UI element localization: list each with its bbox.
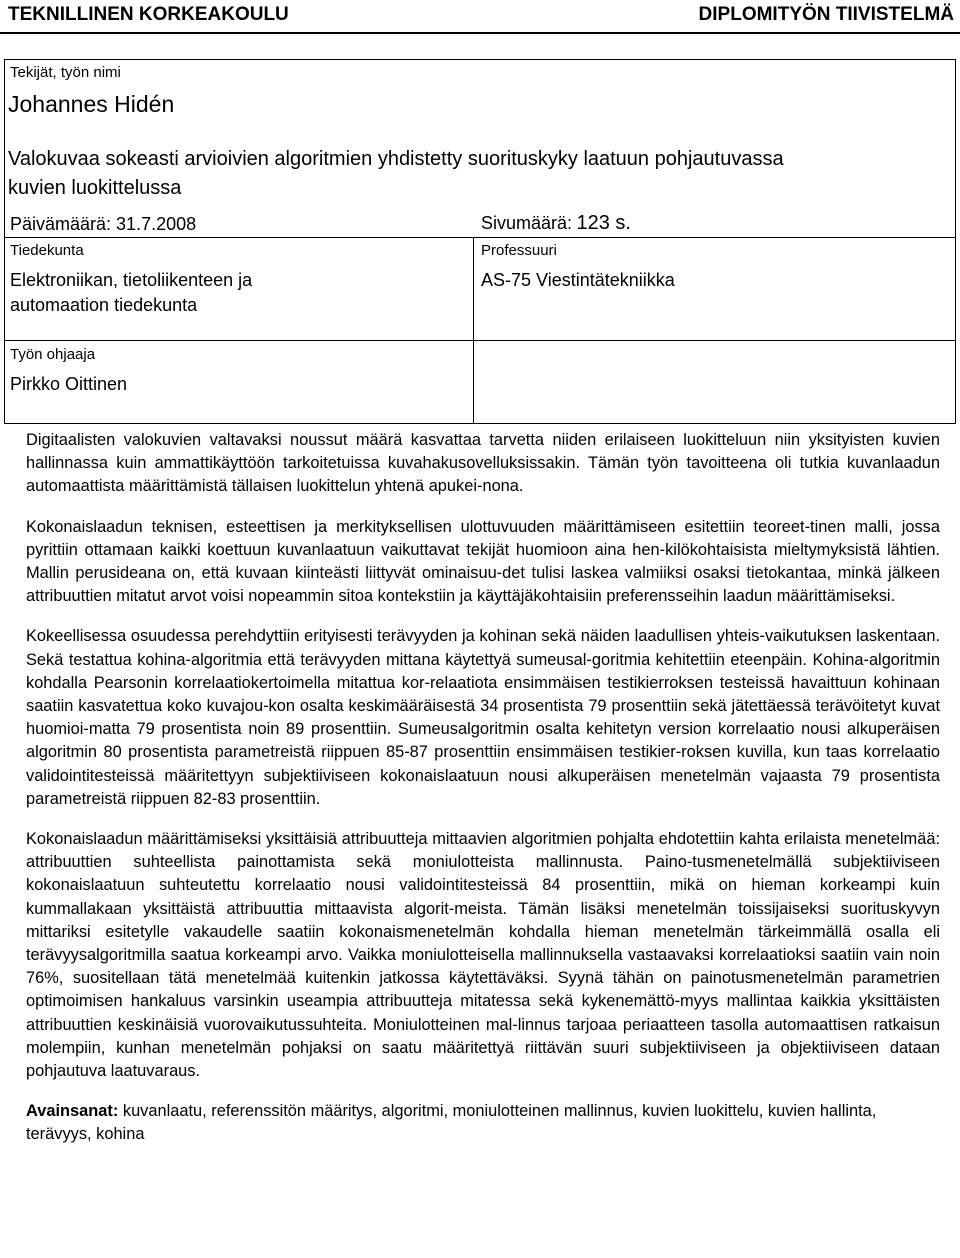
supervisor-row-top-border xyxy=(4,340,956,341)
professorship-name: AS-75 Viestintätekniikka xyxy=(481,270,675,290)
faculty-name-line-1: Elektroniikan, tietoliikenteen ja xyxy=(10,270,253,290)
box-top-border xyxy=(4,59,956,60)
page-count-value: 123 s. xyxy=(576,212,631,234)
supervisor-label: Työn ohjaaja xyxy=(10,346,96,363)
document-type: DIPLOMITYÖN TIIVISTELMÄ xyxy=(698,4,954,25)
box-column-divider xyxy=(473,237,474,424)
date: Päivämäärä: 31.7.2008 xyxy=(10,214,197,234)
page-count-label: Sivumäärä: xyxy=(481,213,573,233)
box-right-border xyxy=(955,59,956,424)
professorship-label: Professuuri xyxy=(481,242,557,259)
supervisor-name: Pirkko Oittinen xyxy=(10,374,128,394)
university-name: TEKNILLINEN KORKEAKOULU xyxy=(8,4,289,25)
keywords-label: Avainsanat: xyxy=(26,1102,119,1121)
faculty-name-line-2: automaation tiedekunta xyxy=(10,295,198,315)
page-count xyxy=(481,212,631,235)
abstract-paragraph: Kokeellisessa osuudessa perehdyttiin erityisesti terävyyden ja kohinan sekä näiden laadullisen yhteis-vaikutuksen laskentaan. Sekä testattua kohina-algoritmia että terävyyden mittana käytettyä sumeusal-goritmia kehitettiin eteenpäin. Kohina-algoritmin kohdalla Pearsonin korrelaatiokertoimella mitattua kor-relaatiota ensimmäisen testikierroksen testeissä havaittuun kohinaan saatiin kasvatettua koko kuvajou-kon osalta keskimääräisestä 34 prosentista 79 prosenttiin sekä jätettäessä terävöitetyt kuvat huomioi-matta 79 prosentista noin 89 prosenttiin. Sumeusalgoritmin osalta kehitetyn version korrelaatio nousi alkuperäisen algoritmin 80 prosentista parametreistä riippuen 85-87 prosenttiin ensimmäisen testikier-roksen kuvilla, kun taas korrelaatio validointitesteissä määritettyyn subjektiiviseen kokonaislaatuun nousi alkuperäisen menetelmän vajaasta 79 prosentista parametreistä riippuen 82-83 prosenttiin. xyxy=(26,627,940,808)
faculty-row-top-border xyxy=(4,237,956,238)
thesis-title-line-2: kuvien luokittelussa xyxy=(8,177,182,199)
keywords-value: kuvanlaatu, referenssitön määritys, algoritmi, moniulotteinen mallinnus, kuvien luokittelu, kuvien hallinta, terävyys, kohina xyxy=(26,1102,877,1144)
faculty-label: Tiedekunta xyxy=(10,242,84,259)
author-name: Johannes Hidén xyxy=(8,91,175,117)
box-left-border xyxy=(4,59,5,424)
abstract-paragraph: Kokonaislaadun teknisen, esteettisen ja merkityksellisen ulottuvuuden määrittämiseen esitettiin teoreet-tinen malli, jossa pyrittiin ottamaan kaikki koettuun kuvanlaatuun vaikuttavat tekijät huomioon aina hen-kilökohtaisista mieltymyksistä lähtien. Mallin perusideana on, että kuvaan kiinteästi liittyvät ominaisuu-det tulisi laskea valmiiksi osaksi tietokantaa, minkä jälkeen attribuuttien mitatut arvot voisi nopeammin sitoa kontekstiin ja käyttäjäkohtaisiin preferensseihin laadun määrittämiseksi. xyxy=(26,517,940,606)
abstract-paragraph: Kokonaislaadun määrittämiseksi yksittäisiä attribuutteja mittaavien algoritmien pohjalta ehdotettiin kahta erilaista menetelmää: attribuuttien suhteellista painottamista sekä moniulotteista mallinnusta. Paino-tusmenetelmällä subjektiiviseen kokonaislaatuun suhteutettu korrelaatio nousi validointitesteissä 84 prosenttiin, mikä on hieman korkeampi kuin kummallakaan yksittäistä attribuuttia mittaavista algorit-meista. Tämän lisäksi menetelmän toissijaiseksi suorituskyvyn mittariksi esitetylle vakaudelle saatiin kokonaismenetelmän kohdalla hieman menetelmän tärkeimmällä osalla eli terävyysalgoritmilla saatua korkeampi arvo. Vaikka moniulotteisella mallinnuksella vastaavaksi korrelaatioksi saatiin vain noin 76%, suositellaan tätä menetelmää kuitenkin jatkossa käytettäväksi. Syynä tähän on painotusmenetelmän parametrien optimoimisen hankaluus varsinkin useampia attribuutteja mitatessa sekä kykenemättö-myys mallintaa kaikkia yksittäisten attribuuttien keskinäisiä vuorovaikutussuhteita. Moniulotteinen mal-linnus tarjoaa periaatteen tasolla automaattisen ratkaisun molempiin, kunhan menetelmän pohjaksi on saatu määritettyä riittävän suuri subjektiiviseen ja objektiiviseen dataan pohjautuva laatuvaraus. xyxy=(26,830,940,1081)
abstract-paragraph: Digitaalisten valokuvien valtavaksi noussut määrä kasvattaa tarvetta niiden erilaiseen luokitteluun niin yksityisten kuvien hallinnassa kuin ammattikäyttöön tarkoitetuissa kuvahakusovelluksissakin. Tämän työn tavoitteena oli tutkia kuvanlaadun automaattista määrittämistä tällaisen luokittelun yhtenä apukei-nona. xyxy=(26,431,940,496)
author-label: Tekijät, työn nimi xyxy=(10,64,121,81)
thesis-title-line-1: Valokuvaa sokeasti arvioivien algoritmien yhdistetty suorituskyky laatuun pohjautuvassa xyxy=(8,148,784,170)
keywords xyxy=(26,1100,940,1146)
top-rule xyxy=(0,32,960,34)
box-bottom-border xyxy=(4,423,956,424)
abstract-body xyxy=(26,429,940,1164)
